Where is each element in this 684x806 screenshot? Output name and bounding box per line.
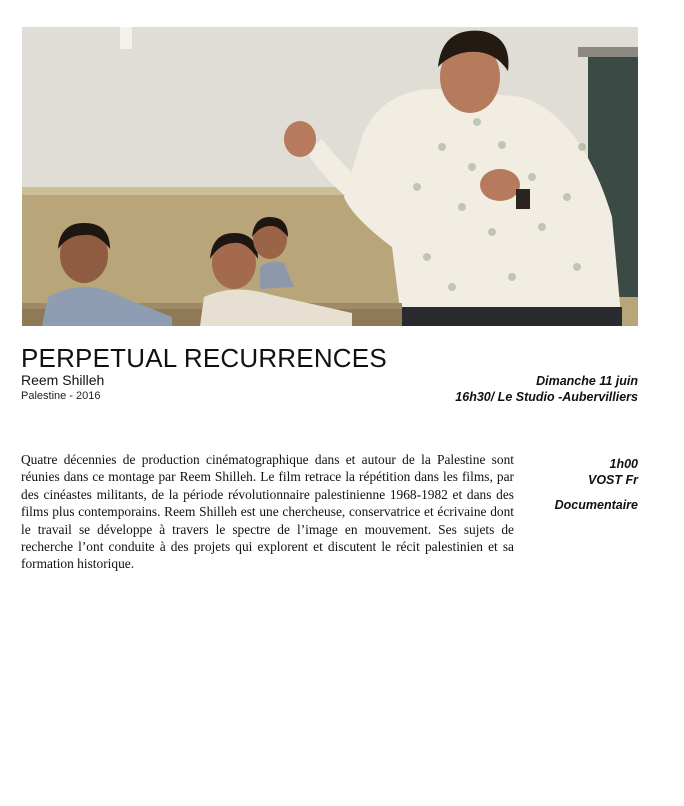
film-title: PERPETUAL RECURRENCES <box>21 343 387 373</box>
film-genre: Documentaire <box>554 498 638 512</box>
film-details <box>555 456 638 513</box>
film-origin: Palestine - 2016 <box>21 390 101 402</box>
film-description: Quatre décennies de production cinématographique dans et autour de la Palestine sont réunies dans ce montage par Reem Shilleh. Le film retrace la répétition dans les films, par des cinéastes militants, de la période révolutionnaire palestinienne 1968-1982 et dans des films plus contemporains. Reem Shilleh est une chercheuse, conservatrice et écrivaine dont le travail se développe à travers le spectre de l’image en mouvement. Ses sujets de recherche l’ont conduite à des projets qui explorent et discutent le récit palestinien et sa formation historique. <box>21 452 514 572</box>
screening-date: Dimanche 11 juin <box>536 374 638 388</box>
screening-info <box>455 373 638 405</box>
film-version: VOST Fr <box>587 473 638 487</box>
film-director: Reem Shilleh <box>21 372 105 388</box>
screening-time-venue: 16h30/ Le Studio -Aubervilliers <box>455 390 638 404</box>
film-still-photo <box>22 27 638 326</box>
film-duration: 1h00 <box>609 457 638 471</box>
